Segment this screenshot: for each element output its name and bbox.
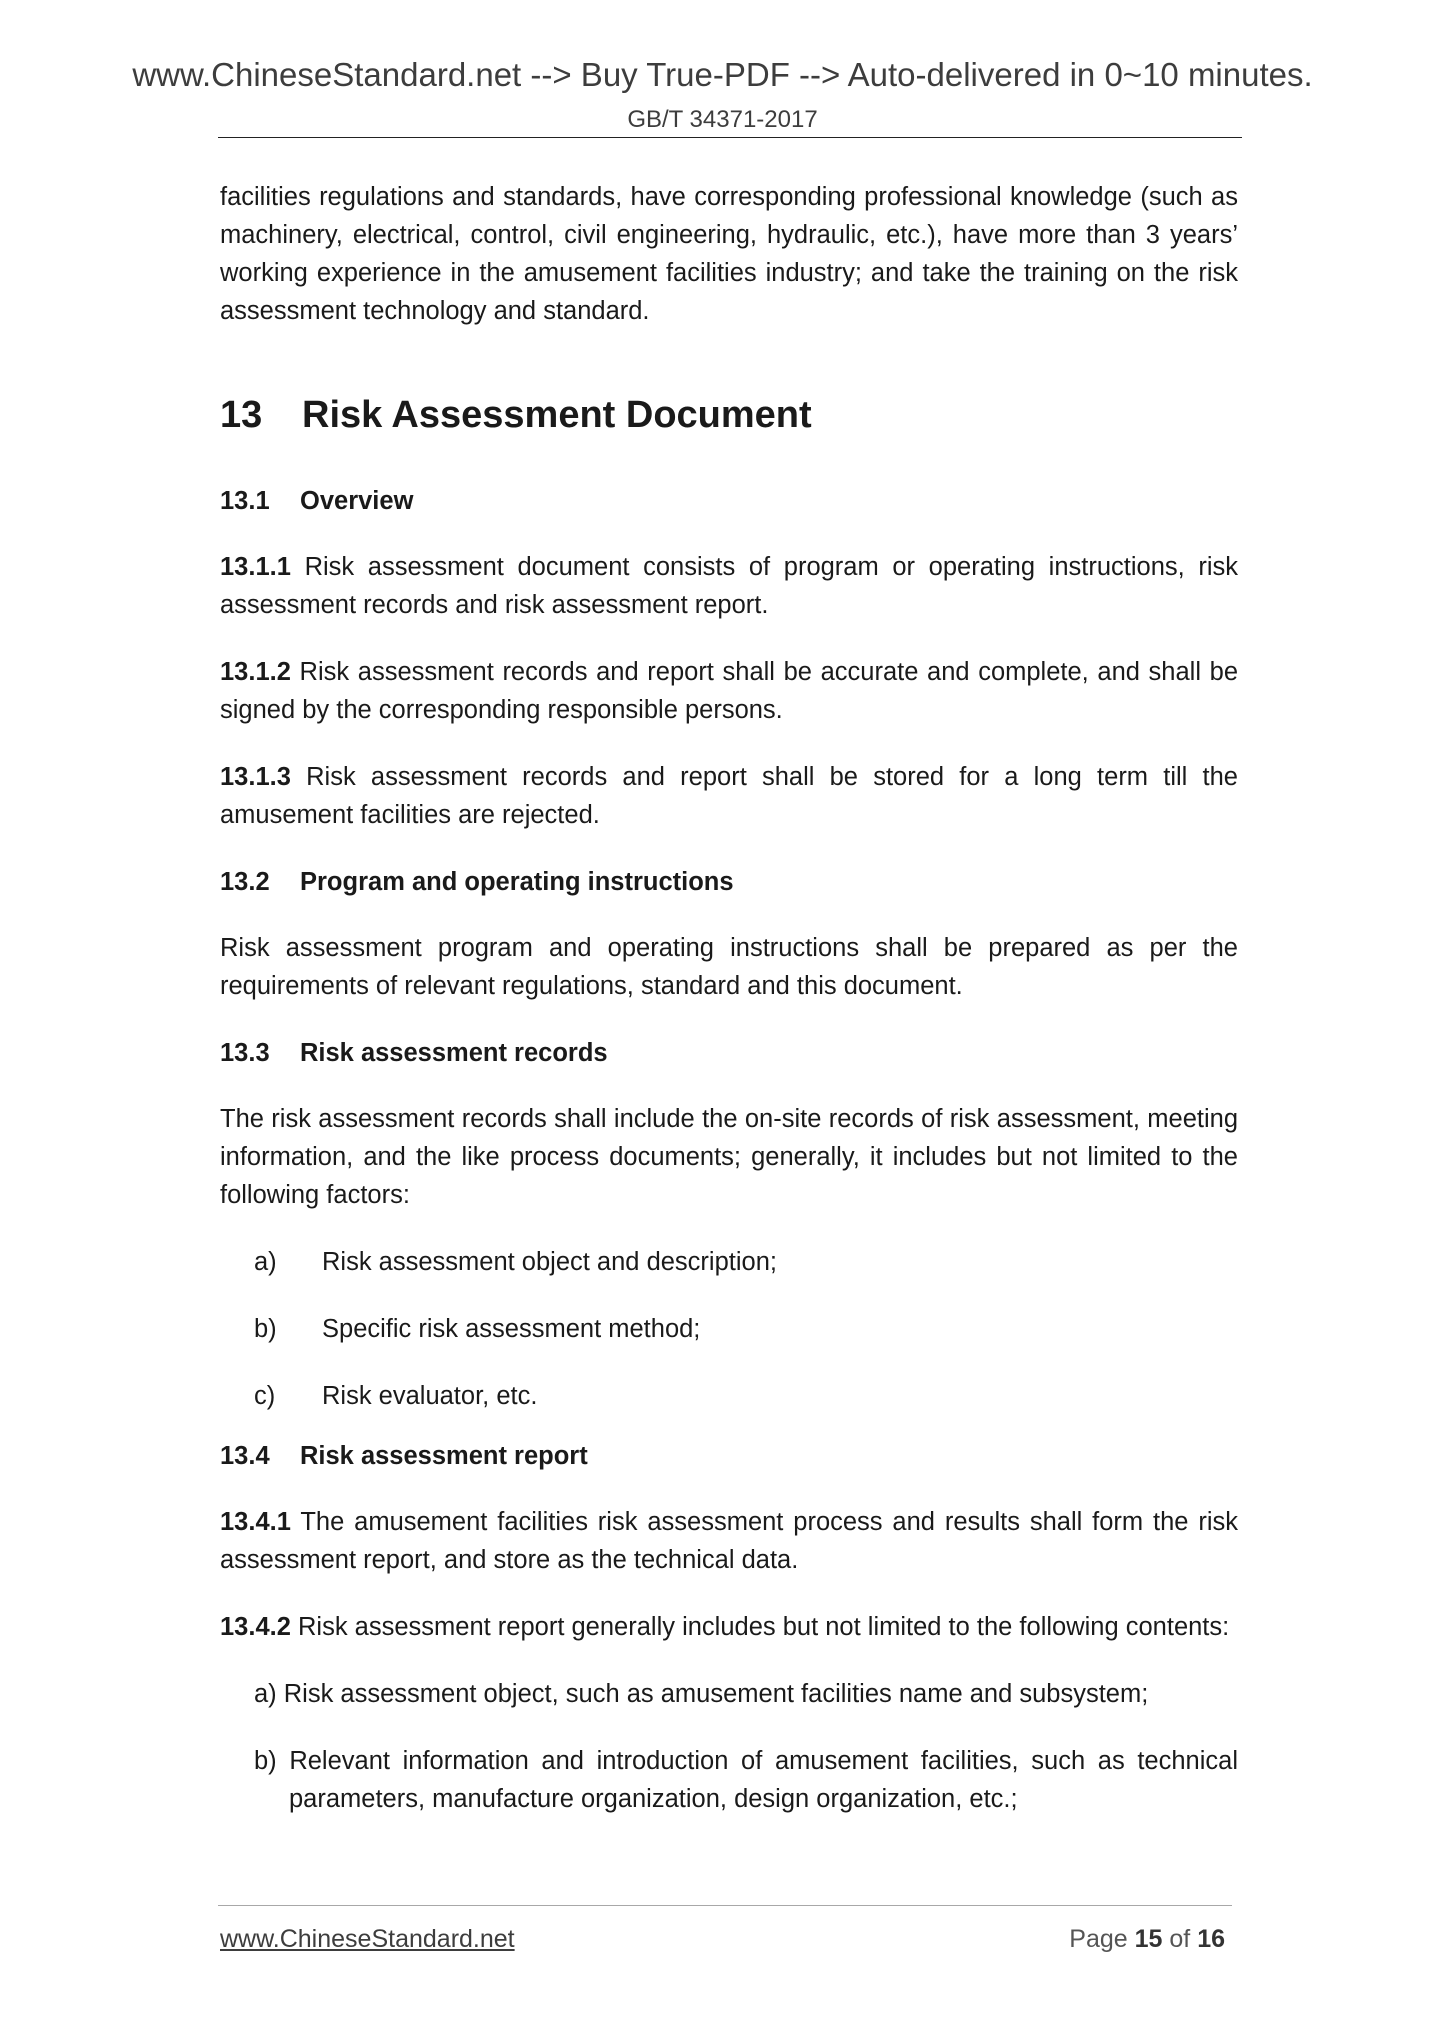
list-item: a) Risk assessment object, such as amusement facilities name and subsystem; [254,1680,1149,1708]
clause-text: Risk assessment records and report shall be accurate and complete, and shall be signed by the corresponding responsible persons. [220,658,1238,724]
page-of: of [1169,1925,1191,1953]
clause-13-1-3 [220,758,1238,834]
section-number: 13 [220,394,263,436]
clause-number: 13.1.2 [220,658,291,686]
subsection-number: 13.4 [220,1442,270,1470]
list-marker: c) [254,1382,276,1410]
list-marker: a) [254,1248,277,1276]
subsection-heading-13-1 [220,482,1238,520]
clause-text: Risk assessment document consists of program or operating instructions, risk assessment records and risk assessment report. [220,553,1239,619]
footer-site-link[interactable]: www.ChineseStandard.net [220,1925,515,1953]
list-item [220,1243,1238,1281]
footer-divider [218,1905,1232,1906]
clause-text: Risk assessment records and report shall be stored for a long term till the amusement facilities are rejected. [220,763,1238,829]
clause-number: 13.4.1 [220,1508,291,1536]
header-banner: www.ChineseStandard.net --> Buy True-PDF --> Auto-delivered in 0~10 minutes. [132,56,1313,93]
clause-13-1-2 [220,653,1238,729]
standard-number: GB/T 34371-2017 [627,106,818,133]
subsection-title: Overview [300,487,414,515]
clause-number: 13.4.2 [220,1613,291,1641]
subsection-title: Risk assessment report [300,1442,588,1470]
section-heading [220,392,1238,438]
list-item-text: Specific risk assessment method; [322,1315,701,1343]
list-item [220,1377,1238,1415]
subsection-heading-13-3 [220,1034,1238,1072]
clause-13-4-1 [220,1503,1238,1579]
clause-13-4-2 [220,1608,1238,1646]
continued-paragraph: facilities regulations and standards, have corresponding professional knowledge (such as machinery, electrical, control, civil engineering, hydraulic, etc.), have more than 3 years’ working experience in the amusement facilities industry; and take the training on the risk assessment technology and standard. [220,183,1238,325]
page-number [1069,1925,1225,1954]
page-label: Page [1069,1925,1128,1953]
subsection-number: 13.2 [220,868,270,896]
clause-text: The amusement facilities risk assessment process and results shall form the risk assessment report, and store as the technical data. [220,1508,1239,1574]
subsection-number: 13.1 [220,487,270,515]
list-item: b) Relevant information and introduction of amusement facilities, such as technical parameters, manufacture organization, design organization, etc.; [254,1747,1238,1813]
list-item [220,1310,1238,1348]
subsection-title: Program and operating instructions [300,868,734,896]
header-divider [218,137,1242,138]
clause-number: 13.1.1 [220,553,291,581]
subsection-number: 13.3 [220,1039,270,1067]
subsection-heading-13-2 [220,863,1238,901]
clause-number: 13.1.3 [220,763,291,791]
clause-13-1-1 [220,548,1238,624]
list-marker: b) [254,1315,277,1343]
section-title: Risk Assessment Document [302,394,812,436]
list-item-text: Risk evaluator, etc. [322,1382,538,1410]
document-body [220,178,1238,1818]
paragraph-13-3: The risk assessment records shall include the on-site records of risk assessment, meeting information, and the like process documents; generally, it includes but not limited to the following factors: [220,1105,1238,1209]
page-current: 15 [1134,1925,1163,1953]
paragraph-13-2: Risk assessment program and operating instructions shall be prepared as per the requirements of relevant regulations, standard and this document. [220,934,1238,1000]
list-item-text: Risk assessment object and description; [322,1248,777,1276]
clause-text: Risk assessment report generally includes but not limited to the following contents: [298,1613,1230,1641]
page-total: 16 [1197,1925,1225,1953]
subsection-heading-13-4 [220,1437,1238,1475]
subsection-title: Risk assessment records [300,1039,608,1067]
